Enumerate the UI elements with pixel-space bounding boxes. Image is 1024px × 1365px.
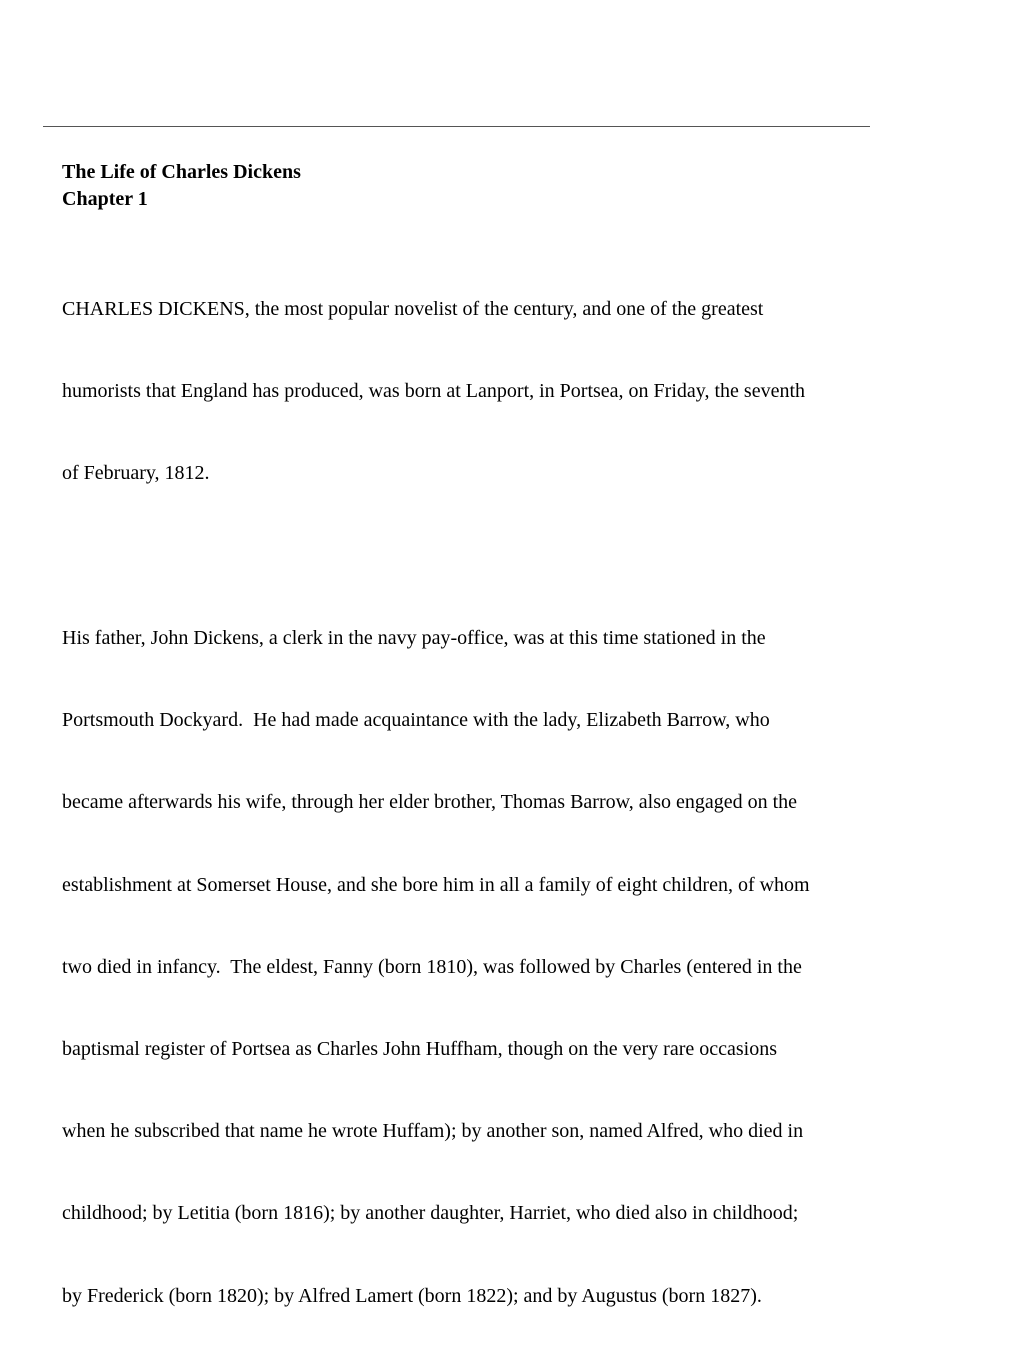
paragraph-1: [62, 241, 942, 542]
paragraph-line: childhood; by Letitia (born 1816); by another daughter, Harriet, who died also in childhood;: [62, 1202, 799, 1225]
paragraph-line: establishment at Somerset House, and she bore him in all a family of eight children, of whom: [62, 873, 810, 896]
paragraph-line: His father, John Dickens, a clerk in the navy pay-office, was at this time stationed in the: [62, 626, 766, 649]
paragraph-line: humorists that England has produced, was born at Lanport, in Portsea, on Friday, the seventh: [62, 380, 805, 403]
paragraph-line: CHARLES DICKENS, the most popular novelist of the century, and one of the greatest: [62, 298, 764, 321]
paragraph-line: baptismal register of Portsea as Charles John Huffham, though on the very rare occasions: [62, 1037, 777, 1060]
horizontal-rule: [43, 126, 870, 127]
paragraph-line: became afterwards his wife, through her elder brother, Thomas Barrow, also engaged on the: [62, 791, 798, 814]
document-body: [62, 159, 942, 1365]
paragraph-line: Portsmouth Dockyard. He had made acquaintance with the lady, Elizabeth Barrow, who: [62, 709, 770, 732]
paragraph-line: two died in infancy. The eldest, Fanny (born 1810), was followed by Charles (entered in the: [62, 955, 802, 978]
chapter-heading: Chapter 1: [62, 188, 148, 211]
paragraph-line: when he subscribed that name he wrote Huffam); by another son, named Alfred, who died in: [62, 1120, 804, 1143]
paragraph-line: by Frederick (born 1820); by Alfred Lamert (born 1822); and by Augustus (born 1827).: [62, 1284, 762, 1307]
paragraph-line: of February, 1812.: [62, 462, 210, 485]
document-title: The Life of Charles Dickens: [62, 161, 301, 183]
paragraph-2: [62, 570, 942, 1365]
